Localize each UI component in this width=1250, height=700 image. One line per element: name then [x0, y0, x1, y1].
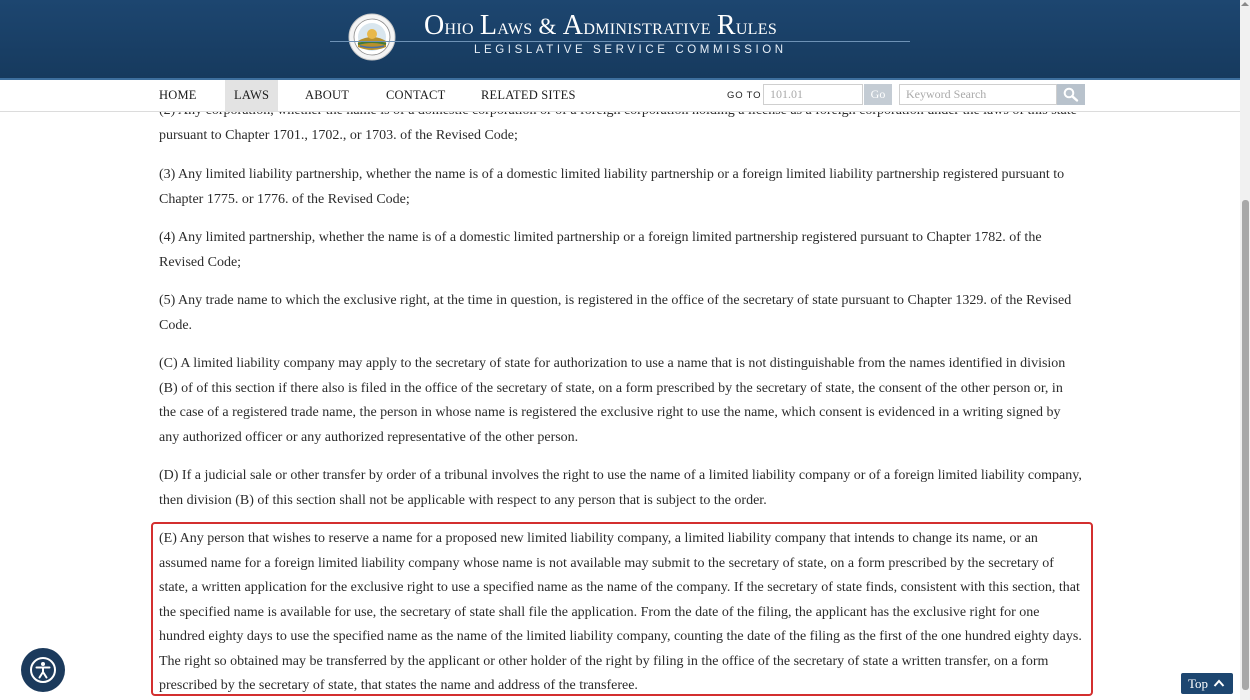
site-title[interactable]: Ohio Laws & Administrative Rules: [424, 10, 778, 41]
nav-item-about[interactable]: ABOUT: [305, 88, 350, 102]
nav-item-contact[interactable]: CONTACT: [386, 88, 446, 102]
search-button[interactable]: [1057, 84, 1085, 105]
statute-paragraph: (C) A limited liability company may apply to the secretary of state for authorization to use a name that is not distinguishable from the names identified in division (B) of of this section if there also is filed in the office of the secretary of state, on a form prescribed by the secretary of state, the consent of the other person or, in the case of a registered trade name, the person in whose name is registered the exclusive right to use the name, which consent is evidenced in a writing signed by any authorized officer or any authorized representative of the other person.: [159, 356, 1066, 445]
accessibility-icon: [29, 656, 57, 684]
site-header-banner: [0, 0, 1240, 80]
scroll-up-arrow-icon[interactable]: [1241, 2, 1249, 6]
statute-paragraph: (3) Any limited liability partnership, whether the name is of a domestic limited liability partnership or a foreign limited liability partnership registered pursuant to Chapter 1775. or 1776. of the Revised Code;: [159, 167, 1065, 207]
header-divider: [330, 41, 910, 42]
statute-content: [159, 111, 1089, 700]
back-to-top-label: Top: [1188, 676, 1209, 691]
magnifier-icon: [1063, 87, 1079, 102]
nav-item-home[interactable]: HOME: [159, 88, 197, 102]
statute-paragraph: (D) If a judicial sale or other transfer by order of a tribunal involves the right to use the name of a limited liability company or of a foreign limited liability company, then division (B) of this section shall not be applicable with respect to any person that is subject to the order.: [159, 468, 1082, 508]
accessibility-button[interactable]: [21, 648, 65, 692]
back-to-top-button[interactable]: [1181, 673, 1233, 694]
chevron-up-icon: [1213, 678, 1225, 688]
statute-paragraph: pursuant to Chapter 1701., 1702., or 1703. of the Revised Code;: [159, 127, 518, 143]
ohio-seal-logo[interactable]: [348, 13, 396, 61]
goto-section-input[interactable]: [763, 84, 863, 105]
statute-paragraph: (5) Any trade name to which the exclusive right, at the time in question, is registered in the office of the secretary of state pursuant to Chapter 1329. of the Revised Code.: [159, 293, 1072, 333]
nav-item-laws[interactable]: LAWS: [225, 80, 278, 111]
main-nav: [0, 80, 1240, 112]
scrollbar-thumb[interactable]: [1242, 200, 1249, 690]
statute-paragraph: (4) Any limited partnership, whether the name is of a domestic limited partnership or a foreign limited partnership registered pursuant to Chapter 1782. of the Revised Code;: [159, 230, 1042, 270]
go-button[interactable]: Go: [864, 84, 892, 105]
nav-item-related-sites[interactable]: RELATED SITES: [481, 88, 576, 102]
statute-paragraph-highlighted: (E) Any person that wishes to reserve a name for a proposed new limited liability company, a limited liability company that intends to change its name, or an assumed name for a foreign limited liability company whose name is not available may submit to the secretary of state, on a form prescribed by the secretary of state, a written application for the exclusive right to use a specified name as the name of the company. If the secretary of state finds, consistent with this section, that the specified name is available for use, the secretary of state shall file the application. From the date of the filing, the applicant has the exclusive right for one hundred eighty days to use the specified name as the name of the limited liability company, counting the date of the filing as the first of the one hundred eighty days. The right so obtained may be transferred by the applicant or other holder of the right by filing in the office of the secretary of state a written transfer, on a form prescribed by the secretary of state, that states the name and address of the transferee.: [159, 531, 1082, 693]
site-subtitle: LEGISLATIVE SERVICE COMMISSION: [474, 44, 787, 56]
keyword-search-input[interactable]: [899, 84, 1057, 105]
goto-label: GO TO: [727, 90, 762, 101]
